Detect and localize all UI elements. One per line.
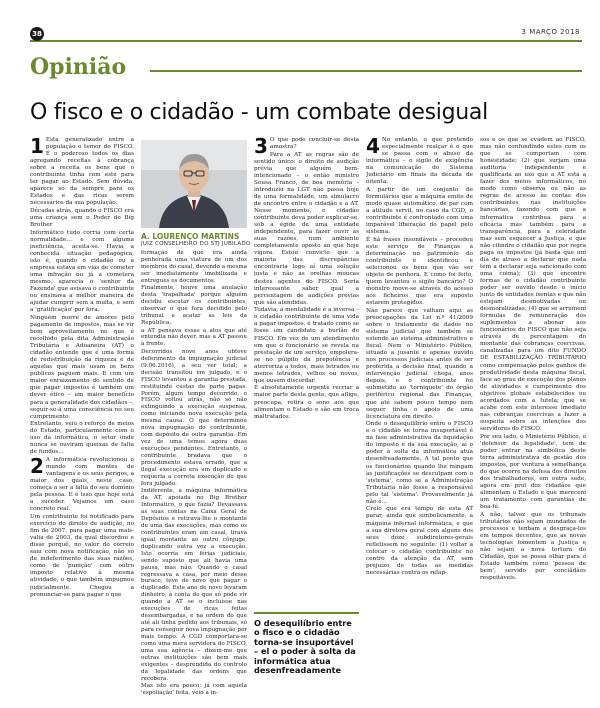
paragraph-text: Onde o desequilíbrio entre o FISCO e o cidadão se torna insuportável é na fase administrativa da liquidação do imposto e da sua execução, aí o poder à solta da informática atua desenfreadamente. A tal ponto que os funcionários quando lhe mingam as justificações se desculpam com o 'sistema', como se a Administração Tributária não fosse a responsável pelo tal 'sistema'. Provavelmente já não é…	[366, 421, 473, 505]
article-paragraph	[30, 514, 134, 599]
author-portrait-image	[141, 140, 247, 228]
paragraph-text: A informática revolucionou o mundo com montes de vantagens e os seus perigos, a maior dos quais, neste caso, começa a ser a falta do seu domínio pela pessoa. E é isso que hoje está a suceder. Vejamos um caso concreto real.	[30, 457, 134, 513]
header-rule	[30, 26, 582, 42]
paragraph-text: Indiferente, a máquina informática da AT, apoiada no Big Brother Informático, o que fazia? Devassava as suas contas na Caixa Geral de Depósitos e retirava-lhe o montante de uma das execuções, mas como os contribuintes eram um casal, tirava igual montante ao outro cônjuge, duplicando outra vez a execução. Isto ocorria em férias judiciais, sendo suposto que ali havia uma pausa, mas não. Quando o casal regressava a casa, por meio desse buraco, teve de novo que pagar o duplicado. Este ano de novo levaram dinheiro, à conta do que só pode vir quando a AT se o incluísse nas execuções de ricas feitas desembargadas, e na ordem do que até ali tinha pedido aos tribunais, só para conseguir nova impugnação por mais tempo. A CGD comportara-se como uma mera servidora do FISCO, uma sua agência – dizem-me que outras instituições são bem mais exigentes – desprendida do controlo da legalidade das ordens que recebera.	[141, 488, 247, 682]
article-column-5	[480, 137, 586, 583]
article-paragraph	[30, 454, 134, 513]
paragraph-text: Finalmente, houve uma anulação desta 'trapalhada' porque alguém decidiu escutar os contribuintes, observar o que fora decidido pelo tribunal e acatar as leis da República.	[141, 285, 247, 326]
article-paragraph	[141, 285, 247, 327]
article-paragraph	[480, 512, 586, 582]
paragraph-text: Décadas atrás, quando o FISCO era uma criança sem o Poder do Big Brother	[30, 208, 134, 229]
paragraph-text: a AT pensava essas a atos que até entendia não dever, mas a AT passou à frente.	[141, 327, 247, 348]
paragraph-text: Entretanto, veio o reforço de meios do Estado, particularmente com o uso da informática, o setor onde nunca se ouviram queixas de falta de fundos…	[30, 421, 134, 456]
article-paragraph	[254, 137, 359, 158]
paragraph-text: Creio que era tempo de esta AT parar, ainda que simbolicamente, a máquina infernal informática, e que a sua diretora geral com alguns dos seus doze subdiretores-gerais refletissem no seguinte: (1) voltar a colocar o cidadão contribuinte no centro da atenção da AT, sem prejuízo de todas as medidas necessárias contra os relap-	[366, 506, 473, 576]
paragraph-text: A partir de um conjunto de formulários que a máquina emite de modo quase automático, de par com a atitude servil, no caso da CGD, o contribuinte é confrontado com uma imparável liberação do papel pelo sistema.	[366, 186, 473, 236]
page-number: 38	[30, 27, 44, 41]
article-paragraph	[141, 250, 247, 285]
author-name: A. LOURENÇO MARTINS	[141, 232, 240, 241]
article-paragraph	[30, 208, 134, 229]
paragraph-text: Ninguém morre de amores pelo pagamento de impostos, mas se vir bom aproveitamento no que é recolhido pela dita Administração Tributária e Aduaneira (AT) o cidadão entende que é uma forma de redistribuição da riqueza e de aquelas que mais usam os bens públicos paguem mais. E com um maior enraizamento do sentido de que pagar impostos é também um dever ético – um maior benefício para a generalidade dos cidadãos –, seguir-se-á uma consciência no seu cumprimento.	[30, 314, 134, 420]
article-paragraph	[141, 683, 247, 697]
article-paragraph	[366, 187, 473, 236]
paragraph-text: formação de que era ainda penhorada uma viatura de um dos membros do casal, devendo a mesma ser imediatamente imobilizada e entregues os documentos.	[141, 250, 247, 284]
article-paragraph	[30, 137, 134, 207]
article-paragraph	[254, 307, 359, 385]
article-paragraph	[30, 315, 134, 421]
paragraph-text: É há frases insondáveis – procedeu este serviço de Finanças à determinação no património do contribuinte e identificou e selecionou os bens que vão ser objeto de penhora. E como foi feito, quem levantou o sigilo bancário? O monstro move-se através do acesso aos ficheiros que era suposto estarem protegidos.	[366, 236, 473, 307]
drop-cap-numeral: 4	[366, 137, 380, 158]
paragraph-text: É absolutamente urgente recriar a maior parte desta gente, que aflige, preocupa, retira o sono aos que alimentam o Estado e são em troca maltratados.	[254, 385, 359, 420]
issue-date: 3 MARÇO 2018	[521, 28, 580, 36]
article-paragraph	[480, 434, 586, 512]
article-paragraph	[366, 421, 473, 506]
article-paragraph	[141, 328, 247, 349]
article-column-2	[141, 250, 247, 698]
author-role: JUIZ CONSELHEIRO DO STJ JUBILADO	[141, 241, 251, 247]
paragraph-text: Decorridos nove anos obteve deferimento da impugnação judicial (9.06.2016), a seu ver total; a decisão transitou em julgado, e o FISCO levantou a garantia prestada, restituindo custas de parte pagas. Porém, algum tempo decorrido, o FISCO voltou atrás, não só não extinguindo a execução suspensa, como iniciando nova execução pela mesma causa. O que determinou nova impugnação do contribuinte, com depósito de outra garantia. Em vez de uma temos agora duas execuções pendentes. Entretanto, o contribuinte bradava que o procedimento estava errado, que a ilegal execução era um duplicado e requeria a correta execução do que fora julgado.	[141, 348, 247, 487]
headline: O fisco e o cidadão - um combate desigual	[30, 100, 488, 125]
drop-cap-numeral: 3	[254, 137, 268, 158]
drop-cap-numeral: 1	[30, 137, 44, 158]
section-title: Opinião	[30, 54, 127, 80]
paragraph-text: No entanto, o que pretendo especialmente realçar é o que se passa com o abuso da informática – o sigilo de exigência na comunicação do Sistema Judiciário em finais da década de oitenta.	[366, 137, 473, 186]
paragraph-text: Está generalizado entre a população o temor do FISCO. É o poderoso todos os dias agregando receitas à cobrança sobre a receita os bens que o contribuinte tinha com este para ter pagar ao Estado. Sem dúvida, aparece só da sempre para os Estados e das ricas serem necessários da sua população.	[30, 137, 134, 207]
article-paragraph	[366, 237, 473, 307]
article-paragraph	[480, 137, 586, 433]
article-paragraph	[30, 230, 134, 315]
author-photo	[141, 140, 247, 228]
paragraph-text: A não, talvez que os tribunais tributários não sejam inundados de processos e tenham a desgraça-los em tempos decentes, que as novas tecnologias fomentem a Justiça e não sejam a nova tortura do Cidadão, que se possa olhar para o Estado também como 'pessoa de bem', servido por conciâdãos respeitáveis.	[480, 511, 586, 582]
paragraph-text: Um contribuinte foi notificado para exercício do direito de audição, no fim de 2007, para pagar uma mais-valia de 2003, da qual discordou e disse porquê, no valor do correio saiu com nova notificação, não só de indeferimento das suas razões, como de 'punição' com outro imposto relativo à mesma atividade, o que também impugnou judicialmente. Chegou a pronunciar-se para pagar o que	[30, 514, 134, 598]
article-column-4	[366, 137, 473, 577]
article-paragraph	[141, 349, 247, 488]
article-paragraph	[141, 488, 247, 682]
article-paragraph	[366, 137, 473, 186]
article-column-3	[254, 137, 359, 421]
paragraph-text: Não parece que valham aqui as preocupações da Lei n.º 41/2009 sobre o tratamento de dados no sistema judicial que também se estende ao sistema administrativo e fiscal. Nem o Ministério Público, situado a jusante e apenas ouvido nos processos judiciais antes de ser proferida a decisão final, quando a intervenção judicial chega, anos depois, e o contribuinte foi submetido ao 'torniquete' do órgão periférico regional das Finanças, que até sabem pouco tempo nem sequer tinha o apoio de uma licenciatura em direito.	[366, 307, 473, 420]
section-rule	[150, 70, 582, 72]
drop-cap-numeral: 2	[30, 454, 44, 479]
article-paragraph	[366, 308, 473, 421]
pull-quote: O desequilíbrio entre o fisco e o cidadão torna-se insuportável – el o poder à solta da informática atua desenfreadamente	[254, 612, 359, 675]
paragraph-text: Mas isto era pouco: já com aquela 'espoliação' feita, veio a in-	[141, 683, 247, 697]
paragraph-text: O que pode concluir-se desta amostra?	[269, 137, 359, 151]
paragraph-text: Informático tudo corria com certa normalidade… e com alguma ineficiência, aceita-se. Havia a conhecida situação pedagógica, isto é, quando o cidadão ou a empresa estava em vias de cometer uma infração ou já a cometera mesmo, aparecia o 'senhor da Fazenda' que avisava o contribuinte ou ensinava a melhor maneira de ajudar cumprir sem a multa, e sem a 'gratificação' por fora.	[30, 229, 134, 314]
article-paragraph	[254, 152, 359, 307]
article-paragraph	[366, 506, 473, 576]
paragraph-text: Todavia, a mentalidade é a inversa – o cidadão contribuinte de uma vida a pagar impostos, é tratado como se fosse um candidato a burlão do FISCO. Em vez de um atendimento em que o funcionário se revela na prestação de um serviço, empolera-se no púlpito da prepotência e aterroriza a todos, mais letrados ou menos letrados, velhos ou novos, que ousem discordar.	[254, 307, 359, 384]
paragraph-text: sos e os que se evadem ao FISCO, mas não confundindo estes com os que se comportam com honestidade; (2) que surjam uma auditoria independente e qualificada ao uso que a AT está a fazer dos meios informáticos, no modo como observa ou não as regras de acesso às contas dos contribuintes nas instituições bancárias, fazendo com que a informática contribua para a eficácia mas também para a transparência, para a celeridade mas sem esquecer a Justiça, e que não cilindre o cidadão que por regra paga os impostos (já basta que um dia de atraso a declarar que nada tem a declarar seja sancionado com uma coima); (3) que encontre formas de o cidadão contribuinte poder ser ouvido desde o início junto de entidades isentas e que não estejam desmotivadas ou desmoralizadas; (4) que se arrumem formulas de remuneração dos suplementos a abonar aos funcionários do FISCO que não seja através de percentagem do montante das cobranças coercivas, canalizadas para um dito FUNDO DE ESTABILIZAÇÃO TRIBUTÁRIO como compensação pelos ganhos de produtividade desta máquina fiscal, face ao grau de execução dos planos de atividades e cumprimento dos objetivos globais estabelecidos ou acordados com a tutela; que se acabe com este interesse imediato nas cobranças coercivas a fazer a suspeita sobre as intenções dos servidores do FISCO.	[480, 137, 586, 432]
article-paragraph	[254, 385, 359, 420]
paragraph-text: Para a AT as regras são de sentido único: o direito de audição prévia que alguém bem-intencionado – o então ministro Sousa Franco, de boa memória – introduziu na LGT não passa hoje de uma formalidade, um simulacro de encontro entre o cidadão e a AT. Nesse momento, o cidadão contribuinte deva poder explicar-se, sob a égide de uma entidade independente, para fazer ouvir as suas razões, num ambiente completamente oposto ao que hoje vigora. Estou convicto que a maioria das discrepâncias encontraria logo aí uma solução justa e não as orelhas moucas destes agentes do FISCO. Seria interessante saber qual a percentagem de audições prévias que são atendidas.	[254, 151, 359, 306]
paragraph-text: Por seu lado, o Ministério Público, o 'defensor da legalidade', tem de poder entrar na simbólica deste terra administrativa de gestão dos impostos, por ventura à semelhança do que ocorre na defesa dos direitos dos trabalhadores, em outra sede, agora em prol dos cidadãos que alimentam o Estado e que merecem um tratamento com garantias de boa-fé.	[480, 433, 586, 511]
article-paragraph	[30, 421, 134, 456]
article-column-1	[30, 137, 134, 599]
